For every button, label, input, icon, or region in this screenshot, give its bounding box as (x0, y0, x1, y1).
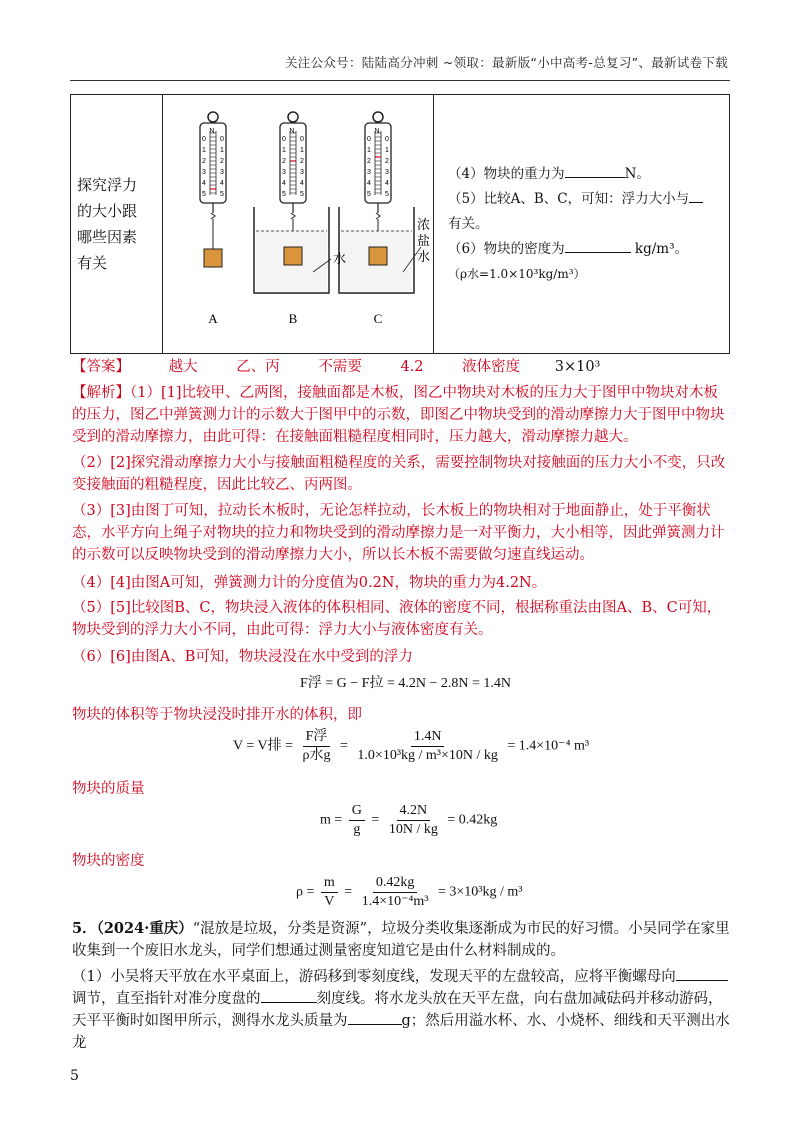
svg-text:1: 1 (300, 147, 304, 154)
svg-text:2: 2 (367, 158, 371, 165)
answer-item: 越大 (168, 359, 198, 375)
question-4: （4）物块的重力为 N。 (448, 165, 650, 182)
question-5-part1: （1）小吴将天平放在水平桌面上，游码移到零刻度线，发现天平的左盘较高，应将平衡螺母向调节，直至指针对准分度盘的 刻度线。将水龙头放在天平左盘，向右盘加减砝码并移动游码，天平平衡时如图甲所示，测得水龙头质量为 g；然后用溢水杯、水、小烧杯、细线和天平测出水龙 (72, 969, 730, 1051)
analysis-p2: （2）[2]探究滑动摩擦力大小与接触面粗糙程度的关系，需要控制物块对接触面的压力大小不变，只改变接触面的粗糙程度，因此比较乙、丙两图。 (72, 455, 726, 493)
svg-text:5: 5 (202, 191, 206, 198)
scale-top-label: N (289, 128, 295, 135)
svg-text:4: 4 (282, 180, 286, 187)
spring-scale-figure (163, 97, 433, 347)
svg-text:3: 3 (367, 169, 371, 176)
analysis-p8: 物块的质量 (72, 781, 145, 797)
analysis-p4: （4）[4]由图A可知，弹簧测力计的分度值为0.2N，物块的重力为4.2N。 (72, 575, 547, 591)
question-text: “混放是垃圾，分类是资源”，垃圾分类收集逐渐成为市民的好习惯。小吴同学在家里收集到一个废旧水龙头，同学们想通过测量密度知道它是由什么材料制成的。 (72, 921, 730, 959)
block-b (284, 247, 302, 265)
answer-line (72, 356, 732, 378)
svg-text:4: 4 (202, 180, 206, 187)
svg-text:2: 2 (282, 158, 286, 165)
equation-buoyancy: F浮 = G − F拉 = 4.2N − 2.8N = 1.4N (300, 676, 511, 691)
label-brine-2: 盐 (417, 234, 431, 249)
label-b: B (288, 311, 298, 326)
equation-mass: m = $\frac{G}{g}$ = $\frac{4.2N}{10N / kg}$ = 0.42kg (320, 803, 498, 837)
equation-volume: V = V排 = $\frac{\text{F浮}}{\text{ρ水g}}$ = $\frac{1.4N}{\text{1.0×10³kg / m³×10N / kg}}$ = 1.4×10⁻⁴ m³ (233, 729, 590, 763)
block-c (369, 247, 387, 265)
svg-text:0: 0 (385, 136, 389, 143)
analysis-p7: 物块的体积等于物块浸没时排开水的体积，即 (72, 707, 362, 723)
header-rule (70, 80, 730, 81)
analysis-p1: 【解析】（1）[1]比较甲、乙两图，接触面都是木板，图乙中物块对木板的压力大于图甲中物块对木板的压力，图乙中弹簧测力计的示数大于图甲中的示数，即图乙中物块受到的滑动摩擦力大于图甲中物块受到的滑动摩擦力，由此可得：在接触面粗糙程度相同时，压力越大，滑动摩擦力越大。 (72, 385, 725, 445)
svg-text:0: 0 (202, 136, 206, 143)
svg-text:4: 4 (385, 180, 389, 187)
label-brine-1: 浓 (417, 218, 431, 233)
svg-text:0: 0 (367, 136, 371, 143)
spring-scale-a (200, 112, 226, 267)
question-5-end: 有关。 (448, 215, 489, 232)
svg-text:3: 3 (385, 169, 389, 176)
label-brine-3: 水 (417, 250, 431, 265)
svg-text:1: 1 (220, 147, 224, 154)
question-source: （2024·重庆） (96, 920, 193, 937)
label-water: 水 (333, 252, 347, 267)
svg-text:2: 2 (220, 158, 224, 165)
svg-text:1: 1 (385, 147, 389, 154)
figure-cell (163, 95, 434, 354)
equation-density: ρ = $\frac{m}{V}$ = $\frac{0.42kg}{\text{1.4×10⁻⁴m³}}$ = 3×10³kg / m³ (296, 875, 523, 909)
experiment-table (70, 94, 730, 354)
analysis-p5: （5）[5]比较图B、C，物块浸入液体的体积相同、液体的密度不同，根据称重法由图A、B、C可知，物块受到的浮力大小不同，由此可得：浮力大小与液体密度有关。 (72, 600, 722, 638)
question-5-stem (72, 918, 732, 962)
svg-text:5: 5 (220, 191, 224, 198)
label-a: A (208, 311, 218, 326)
scale-top-label: N (209, 128, 215, 135)
svg-text:0: 0 (220, 136, 224, 143)
scale-top-label: N (374, 128, 380, 135)
svg-text:3: 3 (282, 169, 286, 176)
topic-cell (71, 95, 163, 354)
svg-text:3: 3 (202, 169, 206, 176)
svg-text:2: 2 (202, 158, 206, 165)
svg-text:4: 4 (367, 180, 371, 187)
answer-item: 液体密度 (462, 359, 521, 375)
svg-text:3: 3 (300, 169, 304, 176)
answer-label: 【答案】 (72, 359, 130, 375)
svg-text:1: 1 (282, 147, 286, 154)
density-note: （ρ水=1.0×10³kg/m³） (448, 266, 586, 281)
svg-text:0: 0 (282, 136, 286, 143)
page-header: 关注公众号：陆陆高分冲刺 ~领取：最新版“小中高考-总复习”、最新试卷下载 (284, 55, 728, 70)
question-number: 5． (72, 920, 97, 937)
answer-item: 乙、丙 (236, 359, 280, 375)
analysis-p9: 物块的密度 (72, 853, 145, 869)
svg-text:1: 1 (367, 147, 371, 154)
question-5: （5）比较A、B、C，可知：浮力大小与 (448, 187, 728, 212)
analysis-p3: （3）[3]由图丁可知，拉动长木板时，无论怎样拉动，长木板上的物块相对于地面静止，处于平衡状态，水平方向上绳子对物块的拉力和物块受到的滑动摩擦力是一对平衡力，大小相等，因此弹簧测力计的示数可以反映物块受到的滑动摩擦力大小，所以长木板不需要做匀速直线运动。 (72, 503, 725, 563)
svg-text:0: 0 (300, 136, 304, 143)
svg-text:5: 5 (367, 191, 371, 198)
page-number: 5 (70, 1068, 79, 1084)
svg-text:4: 4 (300, 180, 304, 187)
svg-text:5: 5 (282, 191, 286, 198)
answer-item: 3×10³ (554, 359, 601, 375)
answer-item: 不需要 (318, 359, 362, 375)
topic-line: 的大小跟 (77, 202, 138, 220)
answer-item: 4.2 (400, 359, 424, 375)
svg-text:5: 5 (300, 191, 304, 198)
svg-text:3: 3 (220, 169, 224, 176)
svg-text:2: 2 (300, 158, 304, 165)
svg-text:5: 5 (385, 191, 389, 198)
question-6: （6）物块的密度为 kg/m³。 (448, 240, 688, 257)
svg-text:2: 2 (385, 158, 389, 165)
topic-line: 探究浮力 (77, 176, 138, 194)
topic-line: 有关 (77, 254, 108, 272)
analysis-p6: （6）[6]由图A、B可知，物块浸没在水中受到的浮力 (72, 649, 413, 665)
label-c: C (373, 311, 383, 326)
svg-text:1: 1 (202, 147, 206, 154)
svg-text:4: 4 (220, 180, 224, 187)
topic-line: 哪些因素 (77, 228, 138, 246)
questions-cell (434, 95, 730, 354)
